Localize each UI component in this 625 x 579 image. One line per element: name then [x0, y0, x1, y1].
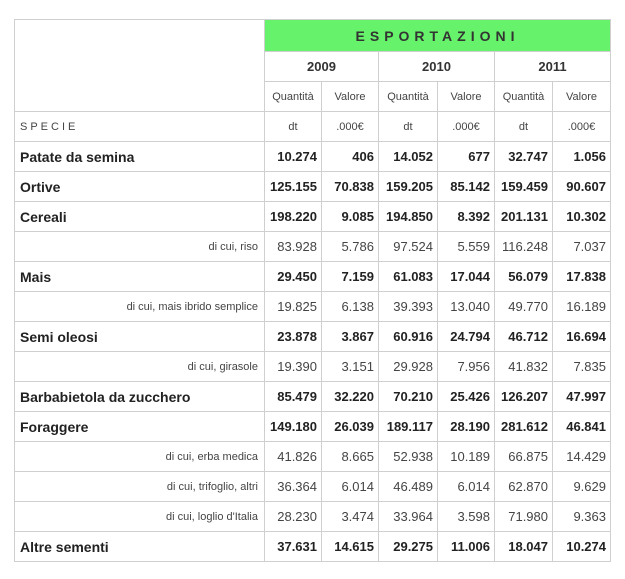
species-name: Ortive — [15, 172, 265, 202]
table-row — [15, 202, 611, 232]
unit-header: .000€ — [553, 112, 611, 142]
species-name: Mais — [15, 262, 265, 292]
value-cell: 10.274 — [553, 532, 611, 562]
species-name: Cereali — [15, 202, 265, 232]
quantity-cell: 36.364 — [265, 472, 322, 502]
unit-header: .000€ — [438, 112, 495, 142]
value-cell: 47.997 — [553, 382, 611, 412]
value-cell: 7.159 — [322, 262, 379, 292]
quantity-cell: 41.826 — [265, 442, 322, 472]
value-cell: 7.835 — [553, 352, 611, 382]
value-cell: 677 — [438, 142, 495, 172]
table-row — [15, 382, 611, 412]
quantity-cell: 29.928 — [379, 352, 438, 382]
quantity-cell: 39.393 — [379, 292, 438, 322]
value-cell: 3.598 — [438, 502, 495, 532]
unit-header: .000€ — [322, 112, 379, 142]
value-cell: 70.838 — [322, 172, 379, 202]
quantity-cell: 29.275 — [379, 532, 438, 562]
value-cell: 1.056 — [553, 142, 611, 172]
value-cell: 32.220 — [322, 382, 379, 412]
table-row — [15, 472, 611, 502]
quantity-cell: 19.390 — [265, 352, 322, 382]
table-title: ESPORTAZIONI — [265, 20, 611, 52]
measure-header: Quantità — [495, 82, 553, 112]
specie-label: SPECIE — [15, 112, 265, 142]
quantity-cell: 14.052 — [379, 142, 438, 172]
table-row — [15, 262, 611, 292]
value-cell: 46.841 — [553, 412, 611, 442]
table-row — [15, 502, 611, 532]
quantity-cell: 29.450 — [265, 262, 322, 292]
value-cell: 17.044 — [438, 262, 495, 292]
table-row — [15, 412, 611, 442]
quantity-cell: 281.612 — [495, 412, 553, 442]
quantity-cell: 83.928 — [265, 232, 322, 262]
quantity-cell: 46.489 — [379, 472, 438, 502]
sub-species-name: di cui, riso — [15, 232, 265, 262]
unit-header: dt — [495, 112, 553, 142]
quantity-cell: 49.770 — [495, 292, 553, 322]
value-cell: 406 — [322, 142, 379, 172]
export-table — [14, 19, 611, 562]
value-cell: 9.085 — [322, 202, 379, 232]
species-name: Altre sementi — [15, 532, 265, 562]
quantity-cell: 194.850 — [379, 202, 438, 232]
sub-species-name: di cui, erba medica — [15, 442, 265, 472]
measure-header: Valore — [553, 82, 611, 112]
sub-species-name: di cui, mais ibrido semplice — [15, 292, 265, 322]
measure-header: Quantità — [379, 82, 438, 112]
quantity-cell: 23.878 — [265, 322, 322, 352]
quantity-cell: 32.747 — [495, 142, 553, 172]
table-row — [15, 352, 611, 382]
quantity-cell: 33.964 — [379, 502, 438, 532]
quantity-cell: 62.870 — [495, 472, 553, 502]
value-cell: 90.607 — [553, 172, 611, 202]
quantity-cell: 70.210 — [379, 382, 438, 412]
value-cell: 24.794 — [438, 322, 495, 352]
quantity-cell: 28.230 — [265, 502, 322, 532]
value-cell: 11.006 — [438, 532, 495, 562]
table-row — [15, 292, 611, 322]
value-cell: 26.039 — [322, 412, 379, 442]
year-header: 2009 — [265, 52, 379, 82]
value-cell: 10.302 — [553, 202, 611, 232]
value-cell: 8.392 — [438, 202, 495, 232]
value-cell: 85.142 — [438, 172, 495, 202]
table-row — [15, 532, 611, 562]
quantity-cell: 66.875 — [495, 442, 553, 472]
quantity-cell: 201.131 — [495, 202, 553, 232]
quantity-cell: 61.083 — [379, 262, 438, 292]
quantity-cell: 71.980 — [495, 502, 553, 532]
measure-header: Quantità — [265, 82, 322, 112]
measure-header: Valore — [438, 82, 495, 112]
quantity-cell: 159.459 — [495, 172, 553, 202]
quantity-cell: 125.155 — [265, 172, 322, 202]
table-row — [15, 172, 611, 202]
value-cell: 13.040 — [438, 292, 495, 322]
measure-header: Valore — [322, 82, 379, 112]
table-row — [15, 442, 611, 472]
quantity-cell: 56.079 — [495, 262, 553, 292]
quantity-cell: 60.916 — [379, 322, 438, 352]
quantity-cell: 41.832 — [495, 352, 553, 382]
quantity-cell: 18.047 — [495, 532, 553, 562]
species-name: Foraggere — [15, 412, 265, 442]
value-cell: 5.786 — [322, 232, 379, 262]
quantity-cell: 126.207 — [495, 382, 553, 412]
quantity-cell: 198.220 — [265, 202, 322, 232]
year-header: 2010 — [379, 52, 495, 82]
quantity-cell: 10.274 — [265, 142, 322, 172]
value-cell: 7.956 — [438, 352, 495, 382]
value-cell: 16.694 — [553, 322, 611, 352]
value-cell: 16.189 — [553, 292, 611, 322]
value-cell: 7.037 — [553, 232, 611, 262]
value-cell: 3.474 — [322, 502, 379, 532]
table-row — [15, 322, 611, 352]
sub-species-name: di cui, trifoglio, altri — [15, 472, 265, 502]
quantity-cell: 97.524 — [379, 232, 438, 262]
value-cell: 6.138 — [322, 292, 379, 322]
value-cell: 9.363 — [553, 502, 611, 532]
quantity-cell: 52.938 — [379, 442, 438, 472]
quantity-cell: 85.479 — [265, 382, 322, 412]
quantity-cell: 19.825 — [265, 292, 322, 322]
table-row — [15, 232, 611, 262]
species-name: Barbabietola da zucchero — [15, 382, 265, 412]
sub-species-name: di cui, loglio d'Italia — [15, 502, 265, 532]
table-row — [15, 142, 611, 172]
quantity-cell: 116.248 — [495, 232, 553, 262]
value-cell: 8.665 — [322, 442, 379, 472]
value-cell: 25.426 — [438, 382, 495, 412]
quantity-cell: 189.117 — [379, 412, 438, 442]
value-cell: 10.189 — [438, 442, 495, 472]
value-cell: 9.629 — [553, 472, 611, 502]
corner-cell — [15, 20, 265, 112]
value-cell: 6.014 — [438, 472, 495, 502]
value-cell: 5.559 — [438, 232, 495, 262]
sub-species-name: di cui, girasole — [15, 352, 265, 382]
quantity-cell: 46.712 — [495, 322, 553, 352]
value-cell: 28.190 — [438, 412, 495, 442]
value-cell: 14.615 — [322, 532, 379, 562]
unit-header: dt — [379, 112, 438, 142]
value-cell: 14.429 — [553, 442, 611, 472]
value-cell: 3.867 — [322, 322, 379, 352]
unit-header: dt — [265, 112, 322, 142]
quantity-cell: 37.631 — [265, 532, 322, 562]
value-cell: 17.838 — [553, 262, 611, 292]
value-cell: 3.151 — [322, 352, 379, 382]
year-header: 2011 — [495, 52, 611, 82]
value-cell: 6.014 — [322, 472, 379, 502]
species-name: Patate da semina — [15, 142, 265, 172]
quantity-cell: 149.180 — [265, 412, 322, 442]
species-name: Semi oleosi — [15, 322, 265, 352]
quantity-cell: 159.205 — [379, 172, 438, 202]
